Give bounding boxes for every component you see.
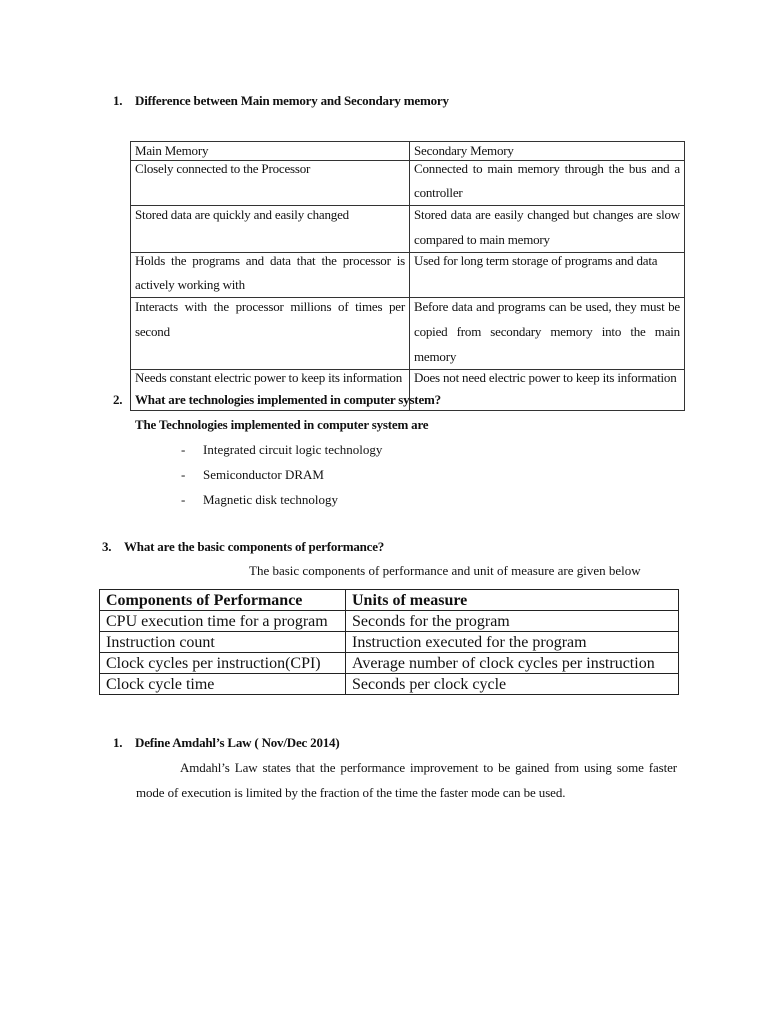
performance-table-cell: Seconds per clock cycle [346,674,679,695]
q4-number: 1. [113,735,123,750]
memory-table-cell: Before data and programs can be used, they must be copied from secondary memory into the main memory [410,298,685,370]
table-row [131,161,685,206]
table-row [100,653,679,674]
performance-table-cell: Average number of clock cycles per instruction [346,653,679,674]
table-row [131,298,685,370]
memory-table-cell: Connected to main memory through the bus and a controller [410,161,685,206]
table-row [131,206,685,253]
performance-table-header-unit: Units of measure [346,590,679,611]
performance-table-cell: Instruction executed for the program [346,632,679,653]
performance-table-cell: Clock cycles per instruction(CPI) [100,653,346,674]
table-row [100,674,679,695]
memory-table-cell: Holds the programs and data that the processor is actively working with [131,253,410,298]
memory-table-header-secondary: Secondary Memory [410,142,685,161]
memory-table-cell: Interacts with the processor millions of times per second [131,298,410,370]
memory-table-cell: Used for long term storage of programs and data [410,253,685,298]
q3-answer-intro: The basic components of performance and unit of measure are given below [249,563,641,578]
q1-number: 1. [113,93,123,108]
q2-title: What are technologies implemented in computer system? [135,392,441,407]
q1-heading [113,93,449,109]
q2-number: 2. [113,392,123,407]
q4-heading [113,735,339,751]
performance-components-table [99,589,679,695]
q3-title: What are the basic components of performance? [124,539,385,554]
list-item: - Integrated circuit logic technology [181,437,382,462]
table-row [131,253,685,298]
q2-answer-intro: The Technologies implemented in computer system are [135,417,429,432]
bullet-dash: - [181,442,186,457]
bullet-dash: - [181,492,186,507]
performance-table-header-component: Components of Performance [100,590,346,611]
q4-title: Define Amdahl’s Law ( Nov/Dec 2014) [135,735,340,750]
memory-table-cell: Needs constant electric power to keep its information [131,370,410,411]
memory-table-cell: Closely connected to the Processor [131,161,410,206]
table-row [100,611,679,632]
performance-table-cell: CPU execution time for a program [100,611,346,632]
memory-table-header-main: Main Memory [131,142,410,161]
table-row [100,632,679,653]
list-item: - Magnetic disk technology [181,487,382,512]
q3-number: 3. [102,539,112,554]
memory-table-cell: Does not need electric power to keep its information [410,370,685,411]
technology-list [181,437,382,512]
q3-heading [102,539,384,555]
performance-table-cell: Instruction count [100,632,346,653]
bullet-dash: - [181,467,186,482]
performance-table-cell: Seconds for the program [346,611,679,632]
q2-heading [113,392,441,408]
q1-title: Difference between Main memory and Secondary memory [135,93,449,108]
memory-comparison-table [130,141,685,411]
amdahls-law-definition: Amdahl’s Law states that the performance improvement to be gained from using some faster mode of execution is limited by the fraction of the time the faster mode can be used. [136,760,677,800]
list-item: - Semiconductor DRAM [181,462,382,487]
memory-table-cell: Stored data are quickly and easily changed [131,206,410,253]
memory-table-cell: Stored data are easily changed but changes are slow compared to main memory [410,206,685,253]
performance-table-cell: Clock cycle time [100,674,346,695]
performance-table-header-row [100,590,679,611]
